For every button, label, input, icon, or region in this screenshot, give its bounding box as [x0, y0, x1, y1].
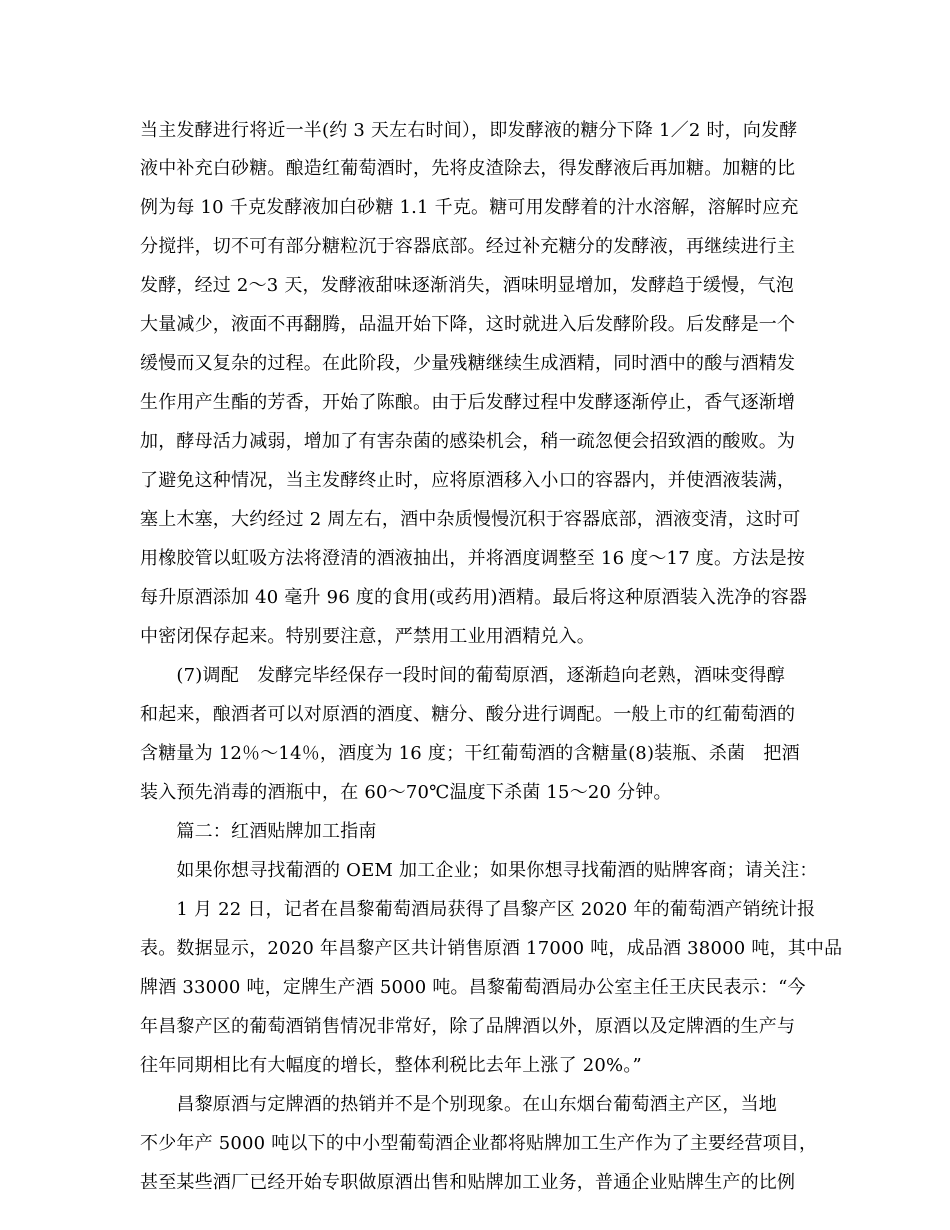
text-line: 生作用产生酯的芳香，开始了陈酿。由于后发酵过程中发酵逐渐停止，香气逐渐增	[140, 392, 796, 413]
text-line: 牌酒 33000 吨，定牌生产酒 5000 吨。昌黎葡萄酒局办公室主任王庆民表示：“今	[140, 977, 806, 998]
text-line: 往年同期相比有大幅度的增长，整体利税比去年上涨了 20%。”	[140, 1055, 642, 1076]
text-line: 每升原酒添加 40 毫升 96 度的食用(或药用)酒精。最后将这种原酒装入洗净的容器	[140, 587, 808, 608]
text-line: 发酵，经过 2～3 天，发酵液甜味逐渐消失，酒味明显增加，发酵趋于缓慢，气泡	[140, 275, 794, 296]
text-line: 甚至某些酒厂已经开始专职做原酒出售和贴牌加工业务，普通企业贴牌生产的比例	[140, 1172, 796, 1193]
text-line: 中密闭保存起来。特别要注意，严禁用工业用酒精兑入。	[140, 626, 595, 647]
text-line: 大量减少，液面不再翻腾，品温开始下降，这时就进入后发酵阶段。后发酵是一个	[140, 314, 796, 335]
text-line: 缓慢而又复杂的过程。在此阶段，少量残糖继续生成酒精，同时酒中的酸与酒精发	[140, 353, 796, 374]
text-line: 液中补充白砂糖。酿造红葡萄酒时，先将皮渣除去，得发酵液后再加糖。加糖的比	[140, 158, 796, 179]
text-line: 了避免这种情况，当主发酵终止时，应将原酒移入小口的容器内，并使酒液装满，	[140, 470, 796, 491]
text-line: 年昌黎产区的葡萄酒销售情况非常好，除了品牌酒以外，原酒以及定牌酒的生产与	[140, 1016, 796, 1037]
text-line: 昌黎原酒与定牌酒的热销并不是个别现象。在山东烟台葡萄酒主产区，当地	[140, 1094, 777, 1115]
text-line: 装入预先消毒的酒瓶中，在 60～70℃温度下杀菌 15～20 分钟。	[140, 782, 672, 803]
text-line: 塞上木塞，大约经过 2 周左右，酒中杂质慢慢沉积于容器底部，酒液变清，这时可	[140, 509, 801, 530]
text-line: (7)调配 发酵完毕经保存一段时间的葡萄原酒，逐渐趋向老熟，酒味变得醇	[140, 665, 785, 686]
text-line: 加，酵母活力减弱，增加了有害杂菌的感染机会，稍一疏忽便会招致酒的酸败。为	[140, 431, 796, 452]
text-line: 如果你想寻找葡酒的 OEM 加工企业；如果你想寻找葡酒的贴牌客商；请关注：	[140, 860, 818, 881]
text-line: 当主发酵进行将近一半(约 3 天左右时间），即发酵液的糖分下降 1／2 时，向发酵	[140, 120, 798, 141]
text-line: 不少年产 5000 吨以下的中小型葡萄酒企业都将贴牌加工生产作为了主要经营项目，	[140, 1133, 818, 1154]
text-line: 含糖量为 12％～14％，酒度为 16 度；干红葡萄酒的含糖量(8)装瓶、杀菌 把酒	[140, 743, 800, 764]
section-heading: 篇二：红酒贴牌加工指南	[140, 821, 377, 842]
text-line: 和起来，酿酒者可以对原酒的酒度、糖分、酸分进行调配。一般上市的红葡萄酒的	[140, 704, 796, 725]
text-line: 用橡胶管以虹吸方法将澄清的酒液抽出，并将酒度调整至 16 度～17 度。方法是按	[140, 548, 805, 569]
text-line: 分搅拌，切不可有部分糖粒沉于容器底部。经过补充糖分的发酵液，再继续进行主	[140, 236, 796, 257]
text-line: 例为每 10 千克发酵液加白砂糖 1.1 千克。糖可用发酵着的汁水溶解，溶解时应充	[140, 197, 799, 218]
text-line: 表。数据显示，2020 年昌黎产区共计销售原酒 17000 吨，成品酒 38000 吨，其中品	[140, 938, 843, 959]
text-line: 1 月 22 日，记者在昌黎葡萄酒局获得了昌黎产区 2020 年的葡萄酒产销统计报	[140, 899, 816, 920]
